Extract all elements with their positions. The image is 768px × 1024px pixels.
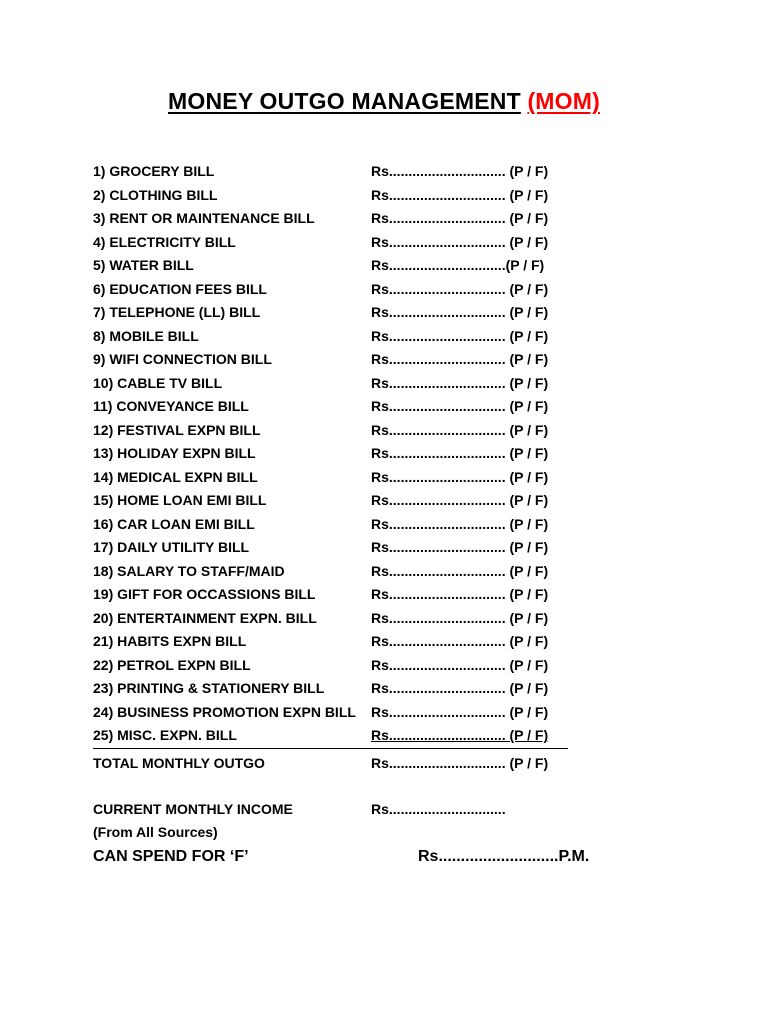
bill-list (93, 160, 593, 749)
page-title (0, 88, 768, 115)
bill-amount-field[interactable]: Rs.............................. (P / F) (371, 539, 549, 555)
bill-row (93, 677, 593, 701)
bill-label: 23) PRINTING & STATIONERY BILL (93, 680, 325, 696)
bill-label: 15) HOME LOAN EMI BILL (93, 492, 267, 508)
bill-label: 2) CLOTHING BILL (93, 186, 218, 203)
bill-amount-field[interactable]: Rs.............................. (P / F) (371, 656, 549, 673)
bill-row (93, 489, 593, 513)
bill-label: 25) MISC. EXPN. BILL (93, 727, 237, 743)
bill-amount-field[interactable]: Rs.............................. (P / F) (371, 562, 549, 579)
bill-label: 19) GIFT FOR OCCASSIONS BILL (93, 586, 316, 602)
bill-amount-field[interactable]: Rs.............................. (P / F) (371, 468, 549, 485)
bill-row (93, 724, 568, 749)
spend-label: CAN SPEND FOR ‘F’ (93, 848, 249, 865)
bill-label: 1) GROCERY BILL (93, 163, 215, 179)
bill-label: 17) DAILY UTILITY BILL (93, 539, 250, 555)
bill-label: 16) CAR LOAN EMI BILL (93, 515, 255, 532)
bill-label: 22) PETROL EXPN BILL (93, 656, 251, 673)
bill-amount-field[interactable]: Rs.............................. (P / F) (371, 233, 549, 250)
bill-label: 10) CABLE TV BILL (93, 374, 223, 391)
bill-label: 18) SALARY TO STAFF/MAID (93, 562, 285, 579)
bill-label: 14) MEDICAL EXPN BILL (93, 468, 258, 485)
title-accent: (MOM) (527, 88, 600, 114)
spend-amount-field[interactable]: Rs...........................P.M. (418, 848, 590, 865)
bill-amount-field[interactable]: Rs.............................. (P / F) (371, 680, 549, 696)
bill-row (93, 560, 593, 584)
bill-row (93, 583, 593, 607)
bill-amount-field[interactable]: Rs..............................(P / F) (371, 257, 545, 273)
bill-row (93, 278, 593, 302)
bill-row (93, 372, 593, 396)
bill-amount-field[interactable]: Rs.............................. (P / F) (371, 445, 549, 461)
bill-amount-field[interactable]: Rs.............................. (P / F) (371, 727, 549, 743)
income-note-row (93, 821, 393, 843)
bill-label: 9) WIFI CONNECTION BILL (93, 351, 272, 367)
income-row (93, 798, 593, 822)
bill-amount-field[interactable]: Rs.............................. (P / F) (371, 327, 549, 344)
bill-amount-field[interactable]: Rs.............................. (P / F) (371, 210, 549, 226)
bill-amount-field[interactable]: Rs.............................. (P / F) (371, 703, 549, 720)
bill-amount-field[interactable]: Rs.............................. (P / F) (371, 398, 549, 414)
bill-label: 12) FESTIVAL EXPN BILL (93, 421, 261, 438)
bill-amount-field[interactable]: Rs.............................. (P / F) (371, 163, 549, 179)
bill-row (93, 348, 593, 372)
bill-label: 13) HOLIDAY EXPN BILL (93, 445, 256, 461)
bill-row (93, 442, 593, 466)
bill-label: 21) HABITS EXPN BILL (93, 633, 247, 649)
bill-amount-field[interactable]: Rs.............................. (P / F) (371, 351, 549, 367)
bill-label: 5) WATER BILL (93, 257, 194, 273)
bill-label: 24) BUSINESS PROMOTION EXPN BILL (93, 703, 356, 720)
income-amount-field[interactable]: Rs.............................. (371, 801, 506, 817)
bill-row (93, 607, 593, 631)
bill-label: 3) RENT OR MAINTENANCE BILL (93, 210, 315, 226)
total-label: TOTAL MONTHLY OUTGO (93, 755, 265, 771)
bill-row (93, 654, 593, 678)
total-row (93, 752, 593, 776)
bill-row (93, 630, 593, 654)
income-label: CURRENT MONTHLY INCOME (93, 801, 293, 817)
bill-amount-field[interactable]: Rs.............................. (P / F) (371, 304, 549, 320)
income-note: (From All Sources) (93, 824, 218, 840)
bill-row (93, 466, 593, 490)
bill-label: 11) CONVEYANCE BILL (93, 398, 249, 414)
bill-amount-field[interactable]: Rs.............................. (P / F) (371, 280, 549, 297)
bill-amount-field[interactable]: Rs.............................. (P / F) (371, 633, 549, 649)
bill-row (93, 325, 593, 349)
bill-label: 20) ENTERTAINMENT EXPN. BILL (93, 609, 317, 626)
bill-row (93, 395, 593, 419)
bill-label: 8) MOBILE BILL (93, 327, 199, 344)
bill-amount-field[interactable]: Rs.............................. (P / F) (371, 421, 549, 438)
bill-row (93, 160, 593, 184)
spend-row (93, 846, 653, 872)
title-main: MONEY OUTGO MANAGEMENT (168, 88, 521, 114)
bill-row (93, 701, 593, 725)
bill-row (93, 536, 593, 560)
bill-amount-field[interactable]: Rs.............................. (P / F) (371, 492, 549, 508)
bill-label: 4) ELECTRICITY BILL (93, 233, 236, 250)
bill-label: 6) EDUCATION FEES BILL (93, 280, 267, 297)
bill-row (93, 207, 593, 231)
bill-amount-field[interactable]: Rs.............................. (P / F) (371, 515, 549, 532)
bill-row (93, 513, 593, 537)
bill-row (93, 301, 593, 325)
bill-amount-field[interactable]: Rs.............................. (P / F) (371, 374, 549, 391)
bill-row (93, 254, 593, 278)
bill-amount-field[interactable]: Rs.............................. (P / F) (371, 609, 549, 626)
bill-row (93, 231, 593, 255)
bill-amount-field[interactable]: Rs.............................. (P / F) (371, 186, 549, 203)
bill-label: 7) TELEPHONE (LL) BILL (93, 304, 261, 320)
total-amount-field[interactable]: Rs.............................. (P / F) (371, 755, 549, 771)
bill-row (93, 419, 593, 443)
bill-row (93, 184, 593, 208)
bill-amount-field[interactable]: Rs.............................. (P / F) (371, 586, 549, 602)
